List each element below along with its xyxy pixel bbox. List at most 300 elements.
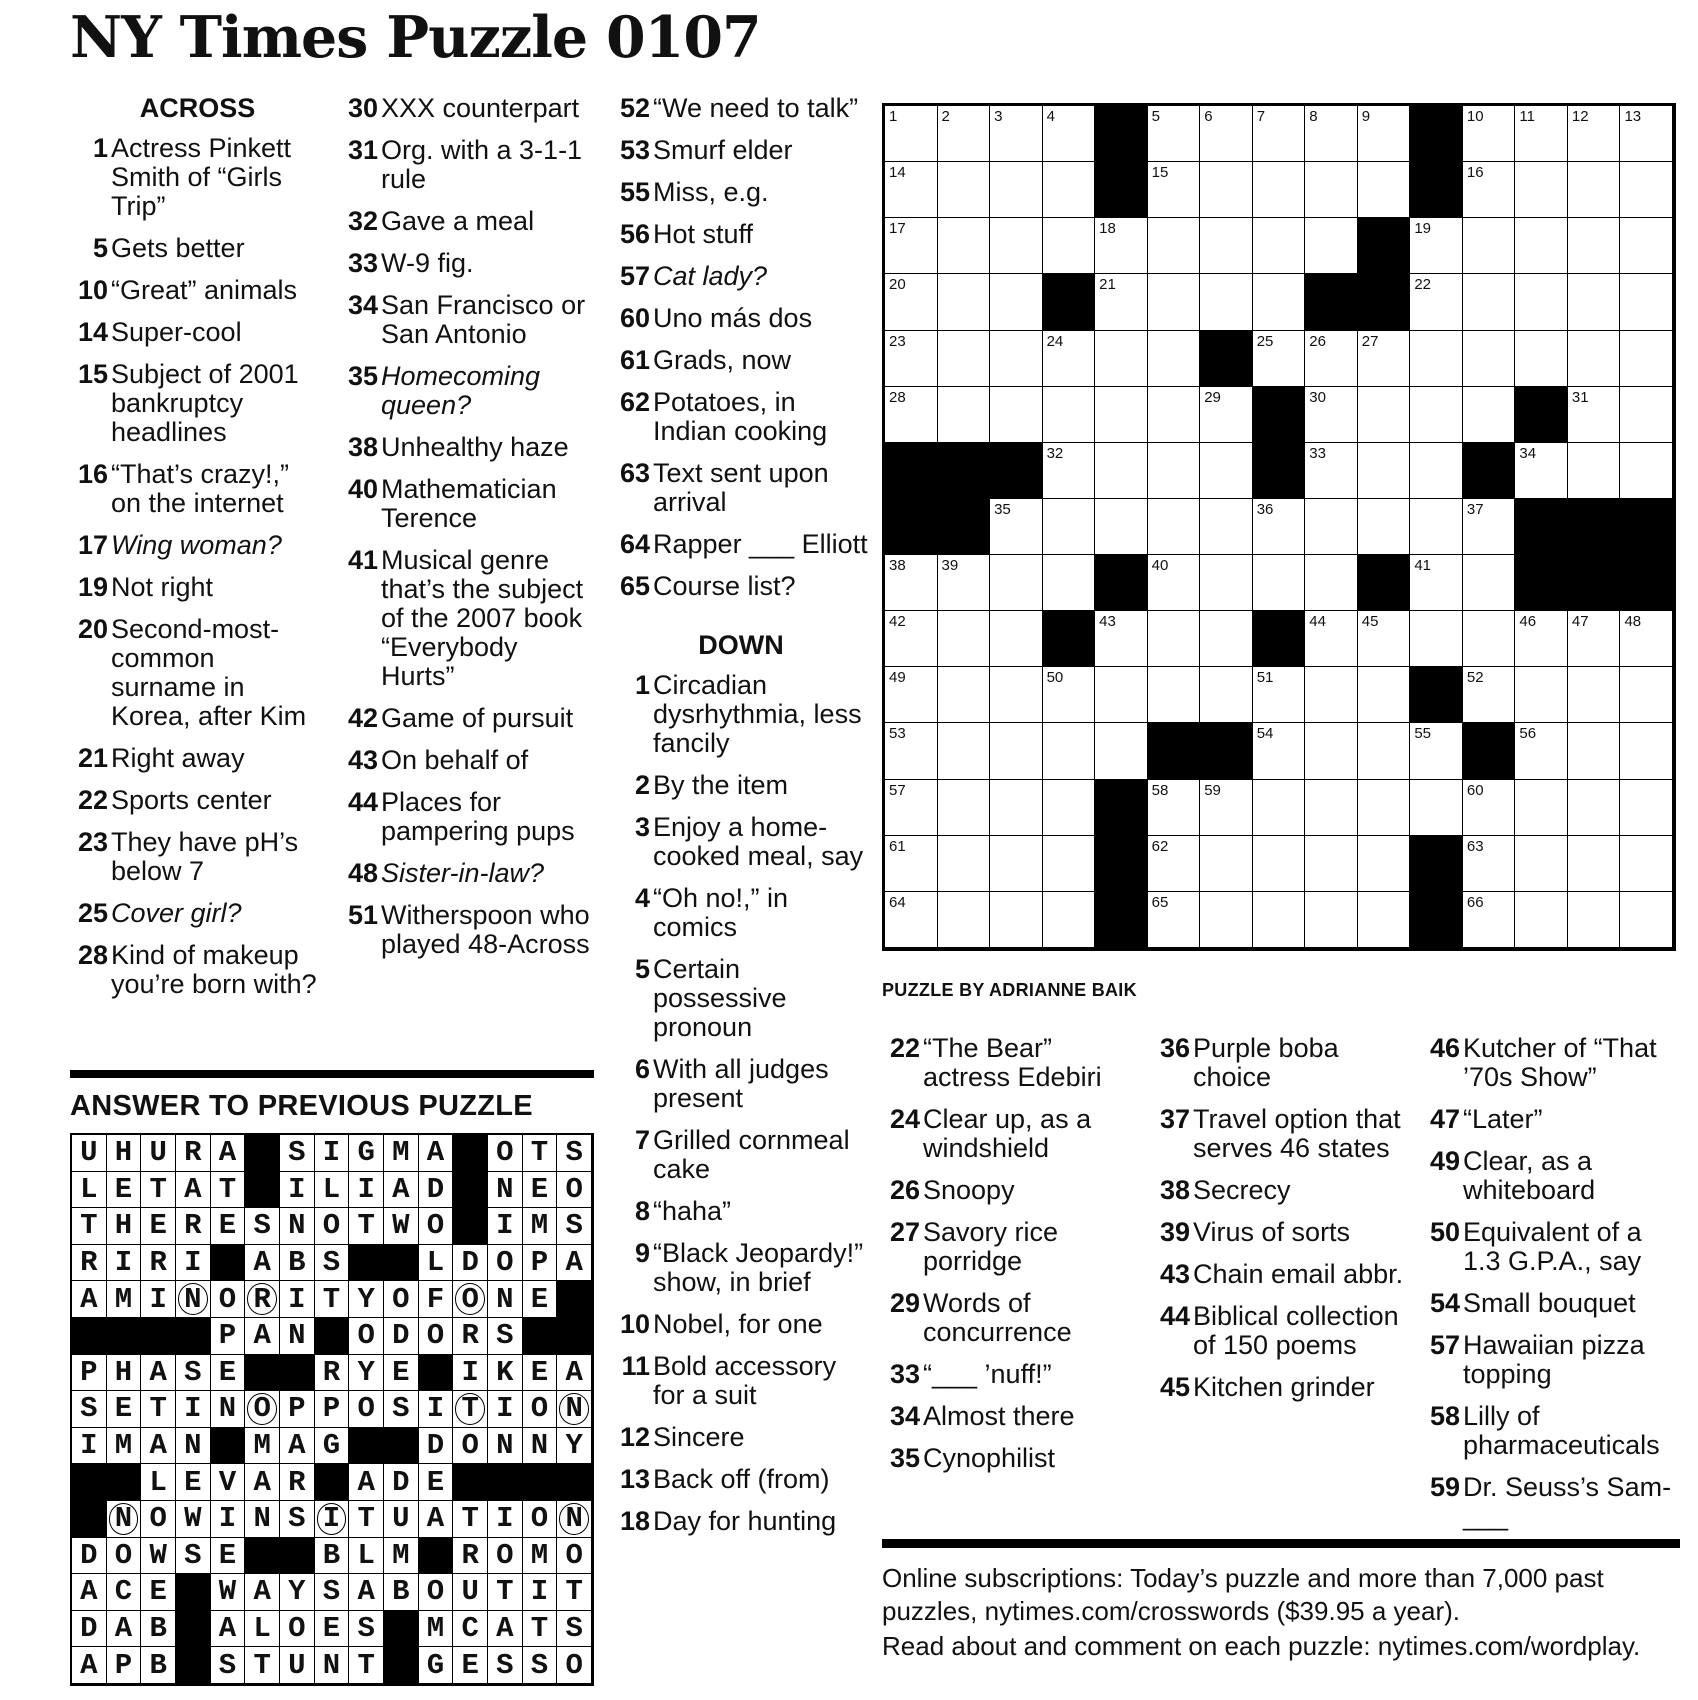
answer-cell (488, 1574, 523, 1611)
grid-cell[interactable] (1253, 274, 1306, 330)
grid-cell[interactable] (1620, 162, 1673, 218)
grid-cell[interactable] (990, 555, 1043, 611)
grid-cell[interactable] (1095, 331, 1148, 387)
grid-cell[interactable] (990, 780, 1043, 836)
grid-cell[interactable] (1463, 667, 1516, 723)
down-clue-44[interactable] (1152, 1302, 1414, 1360)
grid-cell[interactable] (1410, 499, 1463, 555)
answer-letter: D (426, 1172, 445, 1206)
down-clue-58[interactable] (1422, 1402, 1682, 1460)
down-clue-39[interactable] (1152, 1218, 1414, 1247)
grid-cell[interactable] (1253, 499, 1306, 555)
grid-cell[interactable] (1148, 274, 1201, 330)
grid-cell[interactable] (1620, 780, 1673, 836)
across-clue-64[interactable] (612, 530, 870, 559)
answer-letter: N (496, 1282, 514, 1316)
answer-letter: I (496, 1502, 514, 1536)
grid-cell[interactable] (990, 499, 1043, 555)
grid-cell[interactable] (990, 387, 1043, 443)
across-clue-21[interactable] (70, 744, 325, 773)
grid-cell[interactable] (1200, 162, 1253, 218)
grid-cell[interactable] (1148, 667, 1201, 723)
grid-cell[interactable] (1515, 443, 1568, 499)
grid-cell[interactable] (1620, 274, 1673, 330)
answer-cell (557, 1574, 592, 1611)
down-clue-5[interactable] (612, 955, 870, 1042)
grid-cell[interactable] (1515, 274, 1568, 330)
grid-cell[interactable] (1515, 162, 1568, 218)
grid-cell[interactable] (1620, 611, 1673, 667)
across-clue-60[interactable] (612, 304, 870, 333)
grid-cell[interactable] (1305, 162, 1358, 218)
grid-cell[interactable] (1095, 611, 1148, 667)
grid-cell[interactable] (1148, 218, 1201, 274)
grid-cell[interactable] (1200, 780, 1253, 836)
grid-cell[interactable] (1410, 611, 1463, 667)
grid-cell[interactable] (1043, 387, 1096, 443)
grid-block (938, 443, 991, 499)
down-clue-29[interactable] (882, 1289, 1144, 1347)
across-clue-41[interactable] (340, 546, 595, 691)
across-clue-44[interactable] (340, 788, 595, 846)
grid-cell[interactable] (1043, 836, 1096, 892)
grid-block (1620, 499, 1673, 555)
cell-number: 36 (1256, 500, 1274, 518)
grid-cell[interactable] (938, 162, 991, 218)
answer-letter: L (149, 1465, 167, 1499)
across-clue-5[interactable] (70, 234, 325, 263)
grid-cell[interactable] (1358, 106, 1411, 162)
grid-cell[interactable] (1253, 106, 1306, 162)
down-clue-43[interactable] (1152, 1260, 1414, 1289)
grid-cell[interactable] (1148, 331, 1201, 387)
across-clue-16[interactable] (70, 460, 325, 518)
grid-cell[interactable] (938, 218, 991, 274)
grid-cell[interactable] (1358, 780, 1411, 836)
across-clue-14[interactable] (70, 318, 325, 347)
grid-cell[interactable] (885, 611, 938, 667)
grid-cell[interactable] (1043, 106, 1096, 162)
grid-cell[interactable] (1148, 162, 1201, 218)
grid-cell[interactable] (885, 892, 938, 948)
grid-cell[interactable] (1148, 611, 1201, 667)
grid-cell[interactable] (1200, 218, 1253, 274)
grid-cell[interactable] (1200, 443, 1253, 499)
grid-cell[interactable] (1568, 443, 1621, 499)
down-clue-27[interactable] (882, 1218, 1144, 1276)
answer-cell (557, 1245, 592, 1282)
grid-cell[interactable] (1410, 387, 1463, 443)
grid-cell[interactable] (1358, 443, 1411, 499)
grid-cell[interactable] (1410, 218, 1463, 274)
answer-letter: A (496, 1612, 514, 1646)
down-clue-18[interactable] (612, 1507, 870, 1536)
grid-cell[interactable] (1358, 892, 1411, 948)
clue-number: 59 (1429, 1472, 1460, 1502)
down-clue-46[interactable] (1422, 1034, 1682, 1092)
across-clue-51[interactable] (340, 901, 595, 959)
across-clue-53[interactable] (612, 136, 870, 165)
grid-cell[interactable] (1515, 331, 1568, 387)
clue-number: 2 (634, 770, 650, 800)
down-clue-11[interactable] (612, 1352, 870, 1410)
grid-cell[interactable] (1568, 836, 1621, 892)
cell-number: 19 (1414, 220, 1432, 238)
grid-cell[interactable] (1620, 218, 1673, 274)
grid-cell[interactable] (1043, 667, 1096, 723)
grid-cell[interactable] (1568, 387, 1621, 443)
down-clue-8[interactable] (612, 1197, 870, 1226)
grid-cell[interactable] (1358, 162, 1411, 218)
down-clue-24[interactable] (882, 1105, 1144, 1163)
grid-cell[interactable] (1515, 892, 1568, 948)
across-clue-38[interactable] (340, 433, 595, 462)
down-clue-4[interactable] (612, 884, 870, 942)
across-clue-22[interactable] (70, 786, 325, 815)
answer-cell (315, 1172, 350, 1209)
answer-cell (315, 1647, 350, 1684)
grid-cell[interactable] (1410, 555, 1463, 611)
clue-number: 4 (634, 883, 650, 913)
grid-cell[interactable] (938, 667, 991, 723)
grid-cell[interactable] (938, 106, 991, 162)
grid-cell[interactable] (1148, 387, 1201, 443)
grid-cell[interactable] (938, 555, 991, 611)
grid-cell[interactable] (1305, 555, 1358, 611)
answer-cell (245, 1611, 280, 1648)
down-clue-3[interactable] (612, 813, 870, 871)
grid-cell[interactable] (1515, 723, 1568, 779)
grid-cell[interactable] (1305, 892, 1358, 948)
grid-cell[interactable] (1358, 611, 1411, 667)
clue-text: Actress Pinkett Smith of “Girls Trip” (111, 133, 292, 221)
grid-cell[interactable] (1148, 499, 1201, 555)
grid-cell[interactable] (1253, 555, 1306, 611)
grid-cell[interactable] (1568, 780, 1621, 836)
grid-cell[interactable] (1148, 780, 1201, 836)
down-clue-38[interactable] (1152, 1176, 1414, 1205)
grid-cell[interactable] (1043, 892, 1096, 948)
down-clue-36[interactable] (1152, 1034, 1414, 1092)
across-clue-28[interactable] (70, 941, 325, 999)
grid-cell[interactable] (1568, 667, 1621, 723)
grid-cell[interactable] (1200, 667, 1253, 723)
grid-cell[interactable] (885, 780, 938, 836)
grid-cell[interactable] (1253, 218, 1306, 274)
grid-cell[interactable] (1253, 667, 1306, 723)
grid-cell[interactable] (1410, 443, 1463, 499)
across-clue-57[interactable] (612, 262, 870, 291)
across-clue-42[interactable] (340, 704, 595, 733)
down-clue-1[interactable] (612, 671, 870, 758)
grid-cell[interactable] (1410, 274, 1463, 330)
grid-cell[interactable] (1305, 499, 1358, 555)
clue-text: “Oh no!,” in comics (653, 883, 789, 942)
answer-letter: E (114, 1172, 133, 1206)
grid-cell[interactable] (1463, 555, 1516, 611)
grid-cell[interactable] (1620, 723, 1673, 779)
grid-cell[interactable] (1305, 331, 1358, 387)
across-clue-43[interactable] (340, 746, 595, 775)
grid-cell[interactable] (1095, 387, 1148, 443)
down-clue-54[interactable] (1422, 1289, 1682, 1318)
grid-cell[interactable] (1095, 667, 1148, 723)
grid-cell[interactable] (1410, 331, 1463, 387)
grid-cell[interactable] (1620, 331, 1673, 387)
grid-cell[interactable] (1568, 892, 1621, 948)
grid-cell[interactable] (938, 274, 991, 330)
grid-cell[interactable] (938, 723, 991, 779)
grid-cell[interactable] (990, 106, 1043, 162)
across-clue-10[interactable] (70, 276, 325, 305)
across-clue-1[interactable] (70, 134, 325, 221)
down-clue-2[interactable] (612, 771, 870, 800)
grid-cell[interactable] (938, 611, 991, 667)
answer-letter: E (218, 1355, 237, 1389)
answer-letter: S (288, 1136, 306, 1170)
across-clue-15[interactable] (70, 360, 325, 447)
answer-letter: D (80, 1612, 98, 1646)
grid-cell[interactable] (1253, 836, 1306, 892)
across-clue-23[interactable] (70, 828, 325, 886)
answer-cell (107, 1391, 142, 1428)
grid-cell[interactable] (1305, 836, 1358, 892)
grid-cell[interactable] (1305, 218, 1358, 274)
grid-cell[interactable] (885, 387, 938, 443)
answer-cell (453, 1428, 488, 1465)
grid-cell[interactable] (1463, 162, 1516, 218)
grid-cell[interactable] (1620, 667, 1673, 723)
across-clue-35[interactable] (340, 362, 595, 420)
across-clue-63[interactable] (612, 459, 870, 517)
grid-cell[interactable] (1620, 387, 1673, 443)
grid-cell[interactable] (885, 274, 938, 330)
grid-cell[interactable] (1200, 892, 1253, 948)
grid-cell[interactable] (1043, 499, 1096, 555)
across-clue-33[interactable] (340, 249, 595, 278)
grid-cell[interactable] (1410, 780, 1463, 836)
across-clue-32[interactable] (340, 207, 595, 236)
grid-cell[interactable] (1095, 723, 1148, 779)
answer-cell (488, 1355, 523, 1392)
grid-cell[interactable] (1200, 387, 1253, 443)
grid-cell[interactable] (1043, 723, 1096, 779)
grid-cell[interactable] (885, 667, 938, 723)
grid-cell[interactable] (1463, 274, 1516, 330)
across-clue-48[interactable] (340, 859, 595, 888)
across-clue-30[interactable] (340, 94, 595, 123)
grid-cell[interactable] (1043, 331, 1096, 387)
grid-cell[interactable] (1463, 611, 1516, 667)
grid-cell[interactable] (1463, 836, 1516, 892)
grid-cell[interactable] (1463, 106, 1516, 162)
grid-cell[interactable] (885, 106, 938, 162)
grid-cell[interactable] (1463, 892, 1516, 948)
across-clue-19[interactable] (70, 573, 325, 602)
grid-cell[interactable] (1358, 499, 1411, 555)
grid-cell[interactable] (1148, 106, 1201, 162)
grid-cell[interactable] (1200, 836, 1253, 892)
clue-text: Grads, now (653, 345, 792, 375)
grid-cell[interactable] (1620, 836, 1673, 892)
grid-cell[interactable] (990, 611, 1043, 667)
grid-cell[interactable] (1148, 443, 1201, 499)
across-clue-34[interactable] (340, 291, 595, 349)
across-clue-17[interactable] (70, 531, 325, 560)
down-clue-37[interactable] (1152, 1105, 1414, 1163)
grid-cell[interactable] (885, 723, 938, 779)
grid-cell[interactable] (1095, 218, 1148, 274)
grid-cell[interactable] (938, 780, 991, 836)
across-clue-31[interactable] (340, 136, 595, 194)
grid-cell[interactable] (1253, 780, 1306, 836)
grid-cell[interactable] (1253, 723, 1306, 779)
grid-cell[interactable] (1305, 106, 1358, 162)
down-clue-22[interactable] (882, 1034, 1144, 1092)
grid-cell[interactable] (1463, 331, 1516, 387)
grid-cell[interactable] (1515, 218, 1568, 274)
grid-cell[interactable] (1568, 162, 1621, 218)
grid-cell[interactable] (990, 331, 1043, 387)
down-clue-6[interactable] (612, 1055, 870, 1113)
crossword-grid[interactable] (882, 103, 1676, 951)
grid-cell[interactable] (885, 836, 938, 892)
grid-cell[interactable] (1568, 218, 1621, 274)
across-clue-56[interactable] (612, 220, 870, 249)
grid-cell[interactable] (1358, 331, 1411, 387)
grid-cell[interactable] (1515, 836, 1568, 892)
grid-cell[interactable] (1568, 611, 1621, 667)
down-clue-10[interactable] (612, 1310, 870, 1339)
grid-cell[interactable] (1463, 499, 1516, 555)
down-clue-59[interactable] (1422, 1473, 1682, 1531)
grid-cell[interactable] (1568, 274, 1621, 330)
grid-cell[interactable] (1043, 555, 1096, 611)
grid-cell[interactable] (1253, 892, 1306, 948)
down-clue-35[interactable] (882, 1444, 1144, 1473)
down-clue-49[interactable] (1422, 1147, 1682, 1205)
grid-cell[interactable] (1515, 780, 1568, 836)
grid-cell[interactable] (990, 667, 1043, 723)
grid-cell[interactable] (1148, 892, 1201, 948)
answer-letter: A (253, 1246, 271, 1280)
grid-cell[interactable] (1200, 274, 1253, 330)
grid-cell[interactable] (1358, 723, 1411, 779)
grid-cell[interactable] (1305, 667, 1358, 723)
down-clue-33[interactable] (882, 1360, 1144, 1389)
grid-cell[interactable] (1305, 780, 1358, 836)
down-clue-9[interactable] (612, 1239, 870, 1297)
grid-cell[interactable] (1568, 723, 1621, 779)
cell-number: 4 (1046, 108, 1055, 125)
grid-cell[interactable] (1515, 667, 1568, 723)
answer-letter: L (357, 1538, 375, 1572)
grid-cell[interactable] (1463, 780, 1516, 836)
grid-cell[interactable] (938, 387, 991, 443)
grid-cell[interactable] (990, 723, 1043, 779)
grid-cell[interactable] (1515, 106, 1568, 162)
grid-cell[interactable] (1043, 443, 1096, 499)
down-clue-57[interactable] (1422, 1331, 1682, 1389)
down-clue-47[interactable] (1422, 1105, 1682, 1134)
grid-cell[interactable] (1620, 443, 1673, 499)
down-clue-26[interactable] (882, 1176, 1144, 1205)
grid-cell[interactable] (1568, 331, 1621, 387)
answer-letter: S (288, 1502, 306, 1536)
grid-cell[interactable] (1305, 387, 1358, 443)
answer-letter: A (426, 1502, 445, 1536)
grid-cell[interactable] (1200, 499, 1253, 555)
grid-cell[interactable] (990, 162, 1043, 218)
grid-cell[interactable] (1463, 218, 1516, 274)
grid-cell[interactable] (885, 218, 938, 274)
grid-cell[interactable] (1358, 387, 1411, 443)
down-clue-50[interactable] (1422, 1218, 1682, 1276)
grid-cell[interactable] (990, 892, 1043, 948)
clue-number: 37 (1159, 1104, 1190, 1134)
grid-cell[interactable] (1305, 723, 1358, 779)
grid-cell[interactable] (1253, 331, 1306, 387)
clue-number: 61 (619, 345, 650, 375)
grid-cell[interactable] (1043, 162, 1096, 218)
grid-cell[interactable] (1043, 218, 1096, 274)
across-clue-65[interactable] (612, 572, 870, 601)
across-clue-62[interactable] (612, 388, 870, 446)
grid-cell[interactable] (1305, 611, 1358, 667)
grid-cell[interactable] (1305, 443, 1358, 499)
grid-cell[interactable] (1043, 780, 1096, 836)
grid-cell[interactable] (1515, 611, 1568, 667)
grid-cell[interactable] (938, 331, 991, 387)
grid-cell[interactable] (1200, 555, 1253, 611)
across-clue-20[interactable] (70, 615, 325, 731)
grid-cell[interactable] (1463, 387, 1516, 443)
across-clue-55[interactable] (612, 178, 870, 207)
down-clue-7[interactable] (612, 1126, 870, 1184)
grid-cell[interactable] (885, 162, 938, 218)
grid-cell[interactable] (1095, 274, 1148, 330)
grid-cell[interactable] (990, 218, 1043, 274)
grid-cell[interactable] (938, 836, 991, 892)
grid-cell[interactable] (1568, 106, 1621, 162)
across-clue-25[interactable] (70, 899, 325, 928)
grid-cell[interactable] (1095, 443, 1148, 499)
grid-cell[interactable] (1148, 555, 1201, 611)
grid-cell[interactable] (1620, 892, 1673, 948)
grid-cell[interactable] (1620, 106, 1673, 162)
across-clue-61[interactable] (612, 346, 870, 375)
grid-cell[interactable] (990, 274, 1043, 330)
down-clue-13[interactable] (612, 1465, 870, 1494)
grid-cell[interactable] (1253, 162, 1306, 218)
grid-cell[interactable] (1410, 723, 1463, 779)
grid-cell[interactable] (990, 836, 1043, 892)
across-clue-40[interactable] (340, 475, 595, 533)
grid-cell[interactable] (1200, 611, 1253, 667)
grid-cell[interactable] (885, 331, 938, 387)
grid-cell[interactable] (1200, 106, 1253, 162)
down-clue-34[interactable] (882, 1402, 1144, 1431)
grid-cell[interactable] (1358, 667, 1411, 723)
grid-cell[interactable] (1095, 499, 1148, 555)
grid-cell[interactable] (1358, 836, 1411, 892)
grid-cell[interactable] (938, 892, 991, 948)
grid-cell[interactable] (1148, 836, 1201, 892)
down-clue-45[interactable] (1152, 1373, 1414, 1402)
across-clue-52[interactable] (612, 94, 870, 123)
grid-cell[interactable] (885, 555, 938, 611)
down-clue-12[interactable] (612, 1423, 870, 1452)
